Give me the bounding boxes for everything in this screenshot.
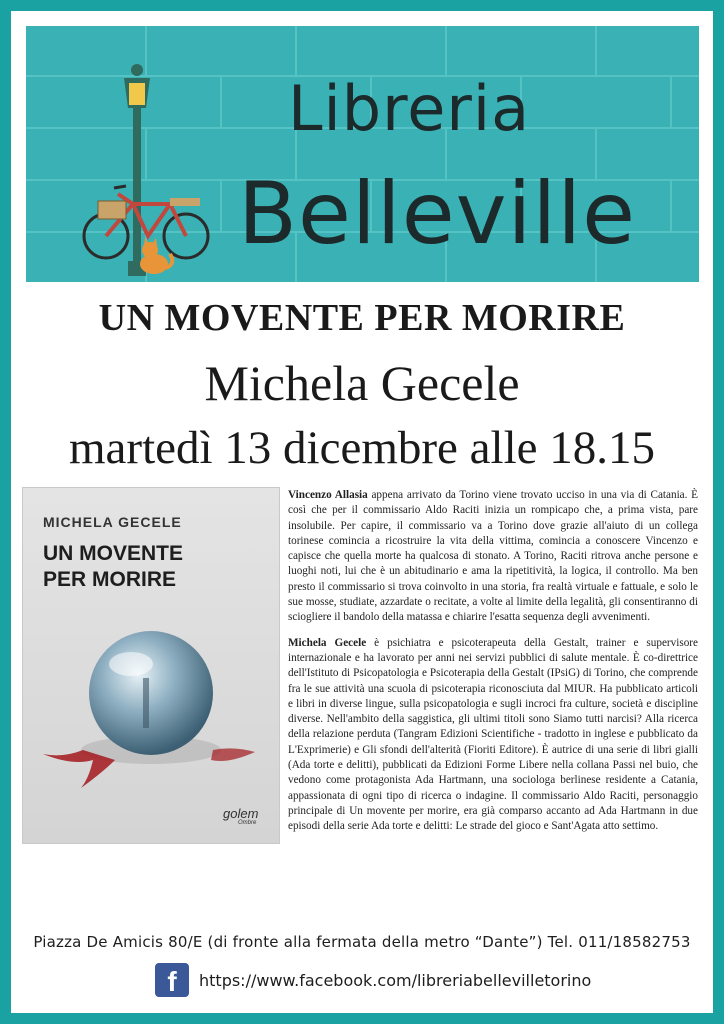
synopsis-text: appena arrivato da Torino viene trovato ucciso in una via di Catania. È così che per il commissario Aldo Raciti inizia un rompicapo che, a prima vista, pare insolubile. Per capire, il commissario va a Torino dove grazie all'aiuto di un collega torinese comincia a ricostruire la vita della vittima, comincia a conoscere Vincenzo e capisce che quella morte ha qualcosa di stonato. A Torino, Raciti ritrova anche persone e luoghi noti, lui che è un abitudinario e ama la ripetitività, la logica, il controllo. Ma ben presto il commissario si trova coinvolto in una storia, fra realtà virtuale e fattuale, e solo le sue mosse, studiate, azzardate o recitate, a volte al limite della legalità, gli consentiranno di sciogliere il bandolo della matassa e chiarire l'esatta sequenza degli avvenimenti. xyxy=(288,489,698,624)
synopsis-lead: Vincenzo Allasia xyxy=(288,489,368,501)
cover-title-line1: UN MOVENTE xyxy=(43,542,184,565)
address-line: Piazza De Amicis 80/E (di fronte alla fermata della metro “Dante”) Tel. 011/18582753 xyxy=(33,933,691,951)
cover-publisher-series: Ombre xyxy=(238,820,257,826)
synopsis-paragraph xyxy=(288,488,698,626)
book-description xyxy=(288,488,698,845)
facebook-icon[interactable]: f xyxy=(155,963,189,997)
book-cover-image xyxy=(22,487,280,844)
author-name: Michela Gecele xyxy=(204,355,520,411)
book-title: UN MOVENTE PER MORIRE xyxy=(98,297,626,339)
cover-publisher: golem xyxy=(223,806,259,821)
facebook-link[interactable]: https://www.facebook.com/libreriabellevilletorino xyxy=(199,971,592,990)
bio-text: è psichiatra e psicoterapeuta della Gestalt, trainer e supervisore internazionale e ha lavorato per anni nei servizi pubblici di salute mentale. È co-direttrice dell'Istituto di Psicopatologia e Psicoterapia della Gestalt (IPsiG) di Torino, che comprende fra le sue attività una scuola di psicoterapia riconosciuta dal MIUR. Ha pubblicato articoli e libri in diverse lingue, sulla psicopatologia e sugli incroci fra culture, società e discipline diverse. Nell'ambito della saggistica, gli ultimi titoli sono Siamo tutti narcisi? Alla ricerca della relazione perduta (Tangram Edizioni Scientifiche - tradotto in inglese e pubblicato da L'Exprimerie) e Gli sfondi dell'alterità (Fioriti Editore). È autrice di una serie di libri gialli (Ada torte e delitti), pubblicati da Edizioni Forme Libere nella collana Passi nel buio, che vedono come protagonista Ada Hartmann, una sociologa berlinese residente a Catania, appassionata di ogni tipo di ricerca o indagine. Il commissario Aldo Raciti, personaggio principale di Un movente per morire, era già comparso accanto ad Ada Hartmann in due episodi della serie Ada torte e delitti: Le strade del gioco e Sant'Agata atto settimo. xyxy=(288,636,699,833)
lamppost-bicycle-cat-illustration xyxy=(78,56,218,276)
header-banner xyxy=(26,26,699,282)
bookstore-name-line1: Libreria xyxy=(288,72,531,145)
cover-title-line2: PER MORIRE xyxy=(43,568,177,591)
bio-lead: Michela Gecele xyxy=(288,636,367,649)
author-bio-paragraph xyxy=(288,636,698,835)
bookstore-name-line2: Belleville xyxy=(238,164,637,264)
cover-author: MICHELA GECELE xyxy=(43,514,182,530)
event-date: martedì 13 dicembre alle 18.15 xyxy=(69,422,655,474)
crystal-ball-illustration xyxy=(23,488,279,843)
